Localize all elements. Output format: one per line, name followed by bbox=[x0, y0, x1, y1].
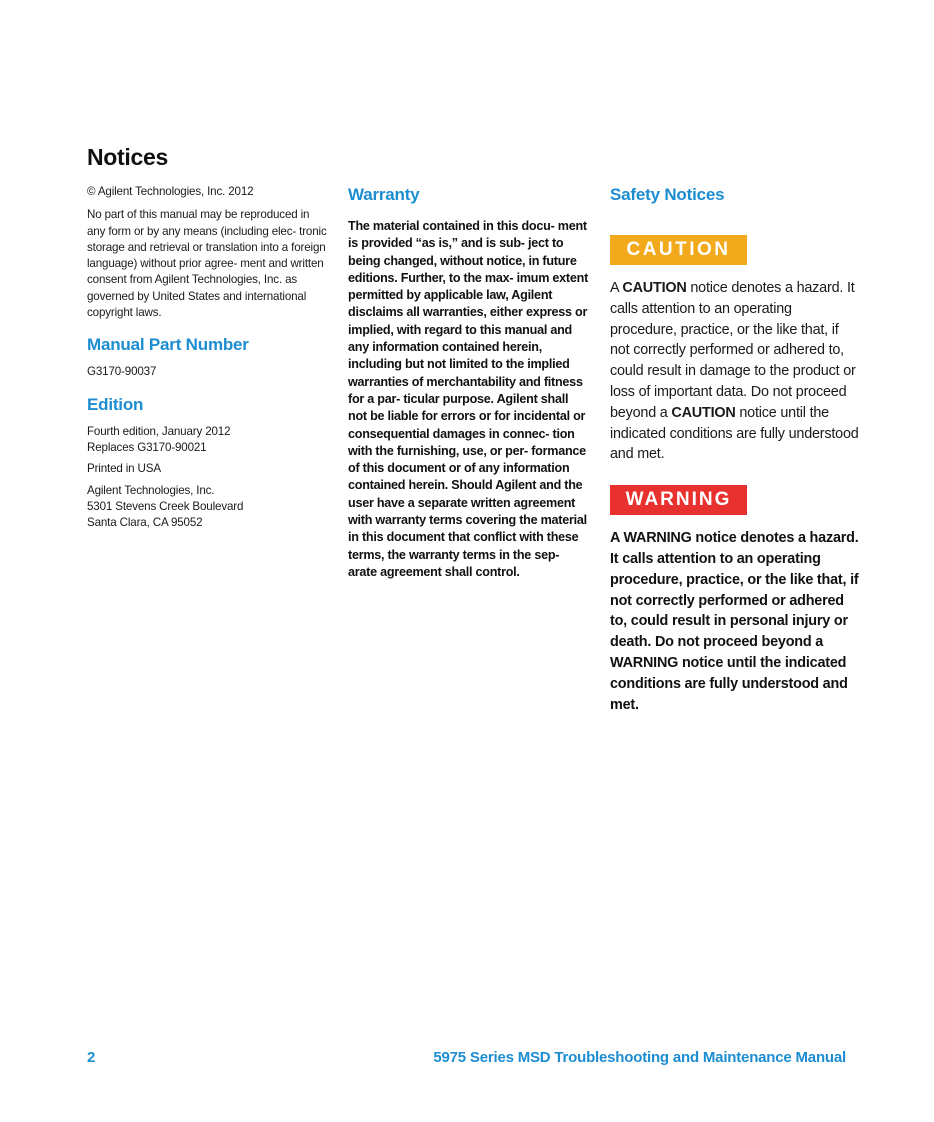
address-line: Agilent Technologies, Inc. bbox=[87, 483, 215, 497]
safety-notices-heading: Safety Notices bbox=[610, 185, 725, 204]
reproduction-notice: No part of this manual may be reproduced in any form or by any means (including elec- tronic storage and retrieval or translation into a foreign language) without prior agree- ment and written consent from Agilent Technologies, Inc. as governed by United States and international copyright laws. bbox=[87, 208, 327, 320]
page-number: 2 bbox=[87, 1049, 96, 1066]
caution-notice-text bbox=[610, 278, 860, 465]
caution-badge: CAUTION bbox=[610, 235, 747, 265]
caution-keyword: CAUTION bbox=[622, 280, 687, 296]
middle-column bbox=[348, 184, 588, 581]
caution-text: notice denotes a hazard. It calls attention to an operating procedure, practice, or the like that, if not correctly performed or adhered to, could result in damage to the product or loss of important data. Do not proceed beyond a bbox=[610, 280, 856, 421]
page-title: Notices bbox=[87, 144, 168, 170]
caution-text: A bbox=[610, 280, 623, 296]
left-column bbox=[87, 184, 327, 538]
manual-part-number-heading: Manual Part Number bbox=[87, 335, 249, 355]
warranty-heading: Warranty bbox=[348, 185, 420, 204]
footer-manual-title: 5975 Series MSD Troubleshooting and Maintenance Manual bbox=[433, 1049, 846, 1066]
caution-text: notice until the indicated conditions are fully understood and met. bbox=[610, 404, 859, 463]
caution-keyword: CAUTION bbox=[671, 404, 736, 421]
manual-part-number: G3170-90037 bbox=[87, 365, 157, 379]
edition-heading: Edition bbox=[87, 394, 144, 414]
address-line: Santa Clara, CA 95052 bbox=[87, 516, 203, 530]
right-column bbox=[610, 184, 860, 715]
copyright-text: © Agilent Technologies, Inc. 2012 bbox=[87, 185, 254, 198]
replaces-line: Replaces G3170-90021 bbox=[87, 440, 207, 454]
warning-notice-text: A WARNING notice denotes a hazard. It calls attention to an operating procedure, practice, or the like that, if not correctly performed or adhered to, could result in personal injury or death. Do not proceed beyond a WARNING notice until the indicated conditions are fully understood and met. bbox=[610, 530, 859, 713]
printed-in: Printed in USA bbox=[87, 462, 161, 476]
company-address bbox=[87, 483, 327, 532]
warranty-text: The material contained in this docu- ment is provided “as is,” and is sub- ject to being changed, without notice, in future editions. Further, to the max- imum extent permitted by applicable law, Agilent disclaims all warranties, either express or implied, with regard to this manual and any information contained herein, including but not limited to the implied warranties of merchantability and fitness for a par- ticular purpose. Agilent shall not be liable for errors or for incidental or consequential damages in connec- tion with the furnishing, use, or per- formance of this document or of any information contained herein. Should Agilent and the user have a separate written agreement with warranty terms covering the material in this document that conflict with these terms, the warranty terms in the sep- arate agreement shall control. bbox=[348, 219, 589, 579]
edition-line: Fourth edition, January 2012 bbox=[87, 424, 231, 438]
warning-badge: WARNING bbox=[610, 485, 747, 515]
edition-info bbox=[87, 424, 327, 457]
address-line: 5301 Stevens Creek Boulevard bbox=[87, 499, 244, 513]
